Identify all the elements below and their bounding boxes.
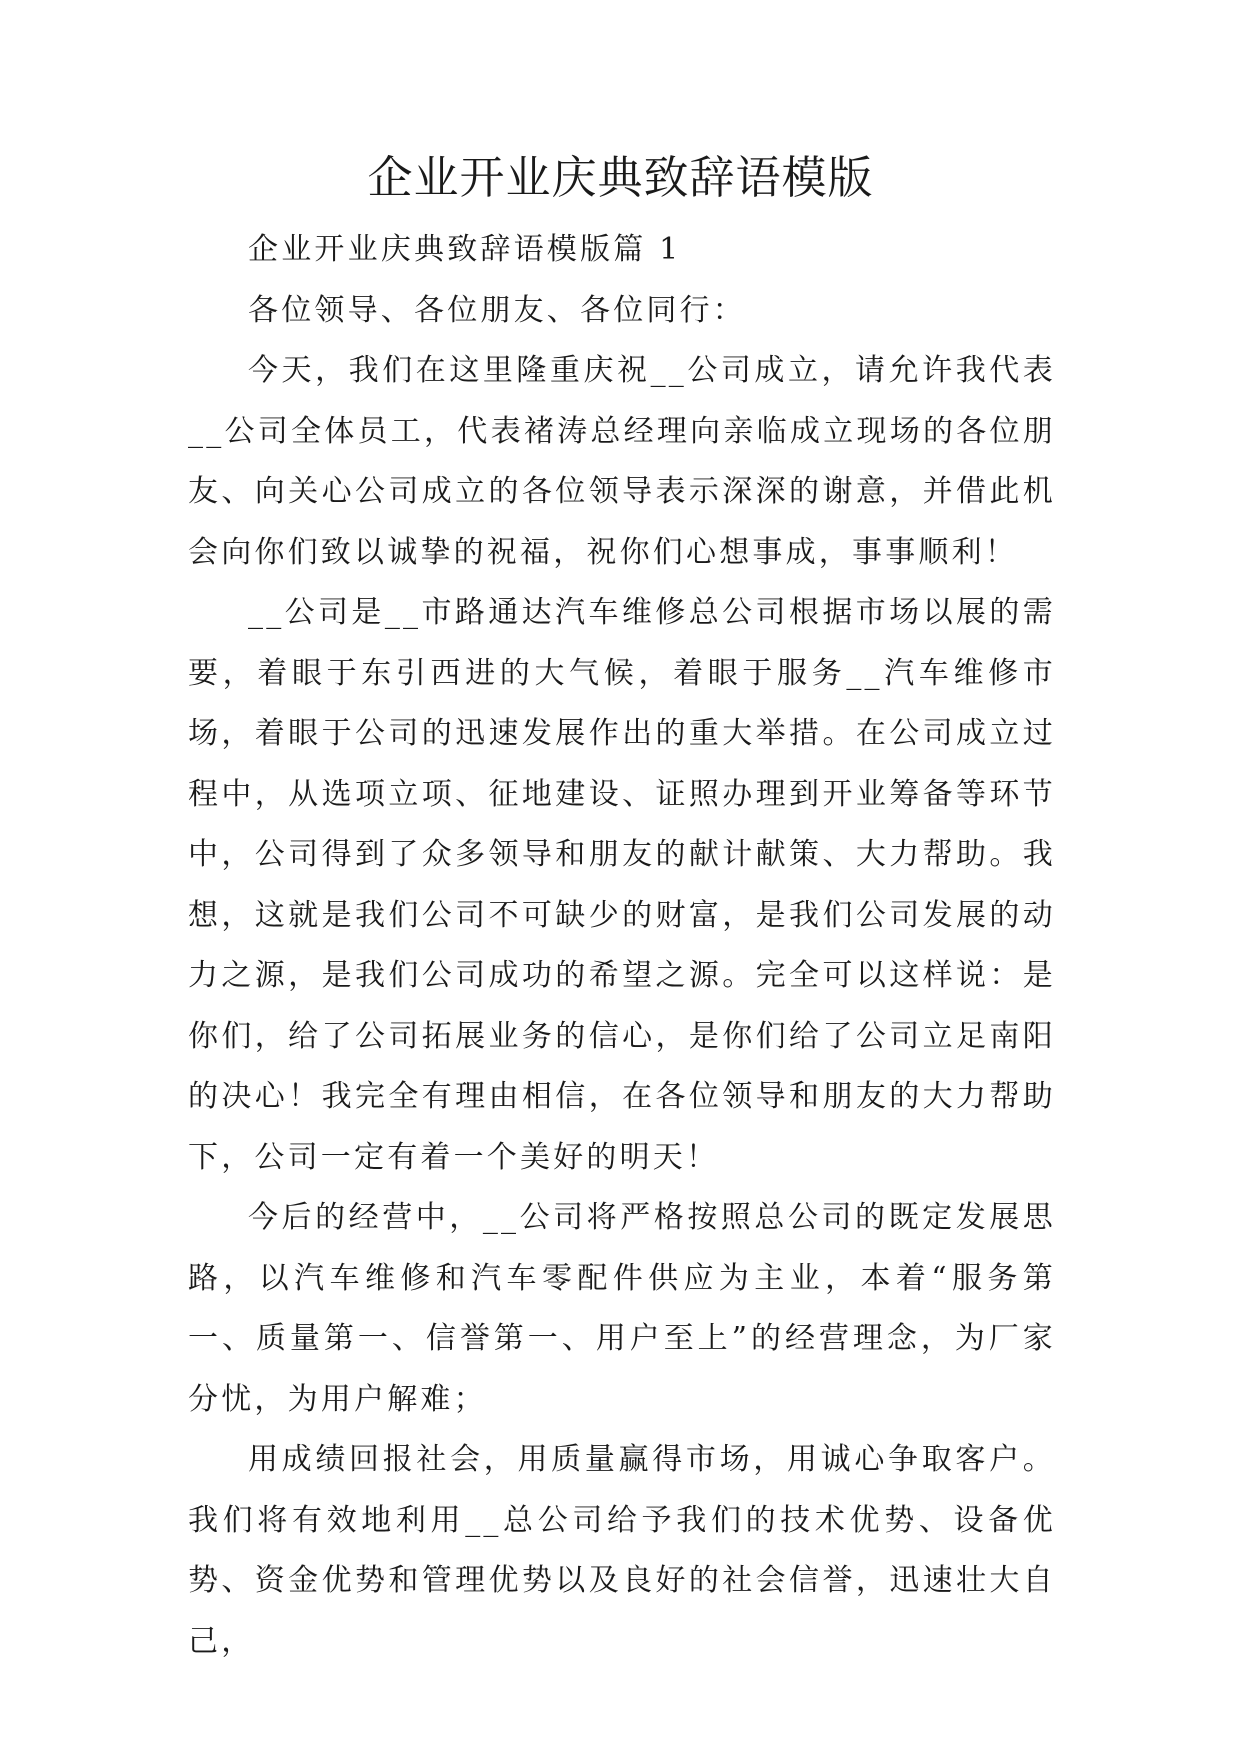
body-paragraph: 今后的经营中，__公司将严格按照总公司的既定发展思路，以汽车维修和汽车零配件供应为主业，本着“服务第一、质量第一、信誉第一、用户至上”的经营理念，为厂家分忧，为用户解难；: [188, 1200, 1056, 1417]
salutation: 各位领导、各位朋友、各位同行：: [248, 292, 746, 328]
body-paragraph: 今天，我们在这里隆重庆祝__公司成立，请允许我代表__公司全体员工，代表褚涛总经理向亲临成立现场的各位朋友、向关心公司成立的各位领导表示深深的谢意，并借此机会向你们致以诚挚的祝福，祝你们心想事成，事事顺利！: [188, 353, 1056, 570]
document-body: [188, 220, 1056, 1672]
document-title: 企业开业庆典致辞语模版: [367, 151, 874, 204]
body-paragraph: __公司是__市路通达汽车维修总公司根据市场以展的需要，着眼于东引西进的大气候，着眼于服务__汽车维修市场，着眼于公司的迅速发展作出的重大举措。在公司成立过程中，从选项立项、征地建设、证照办理到开业筹备等环节中，公司得到了众多领导和朋友的献计献策、大力帮助。我想，这就是我们公司不可缺少的财富，是我们公司发展的动力之源，是我们公司成功的希望之源。完全可以这样说：是你们，给了公司拓展业务的信心，是你们给了公司立足南阳的决心！我完全有理由相信，在各位领导和朋友的大力帮助下，公司一定有着一个美好的明天！: [188, 595, 1056, 1175]
section-heading: 企业开业庆典致辞语模版篇 1: [248, 232, 682, 267]
body-paragraph: 用成绩回报社会，用质量赢得市场，用诚心争取客户。我们将有效地利用__总公司给予我们的技术优势、设备优势、资金优势和管理优势以及良好的社会信誉，迅速壮大自己，: [188, 1442, 1056, 1659]
